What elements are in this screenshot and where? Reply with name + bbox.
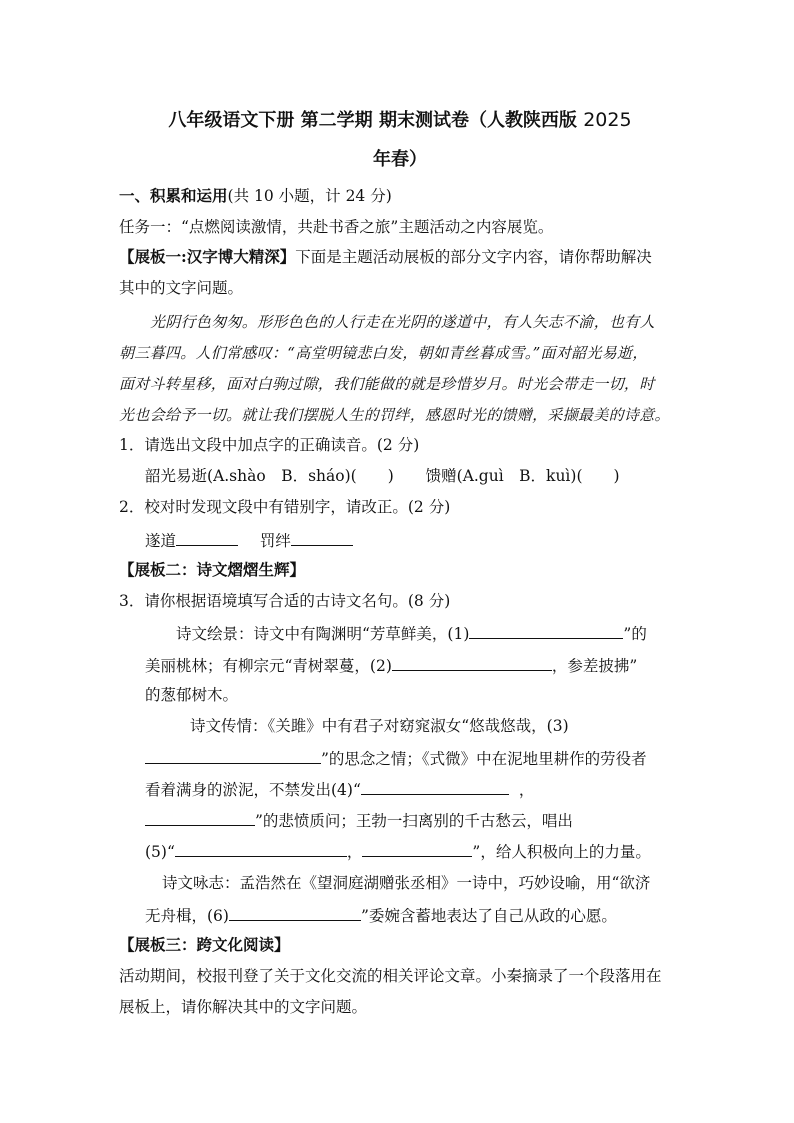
answer-blank[interactable] bbox=[145, 747, 321, 764]
exam-title-line1: 八年级语文下册 第二学期 期末测试卷（人教陕西版 2025 bbox=[168, 109, 632, 131]
closing-line: 活动期间，校报刊登了关于文化交流的相关评论文章。小秦摘录了一个段落用在 bbox=[119, 967, 662, 985]
q3-line: (5)“ ， ”，给人积极向上的力量。 bbox=[145, 840, 651, 862]
passage-line: 光也会给予一切。就让我们摆脱人生的罚绊，感恩时光的馈赠，采撷最美的诗意。 bbox=[119, 406, 670, 424]
passage-line: 面对斗转星移，面对白驹过隙，我们能做的就是珍惜岁月。时光会带走一切，时 bbox=[119, 375, 655, 393]
board-one-line2: 其中的文字问题。 bbox=[119, 279, 244, 297]
board-two-heading: 【展板二：诗文熠熠生辉】 bbox=[119, 560, 306, 579]
q3-line: 诗文咏志：孟浩然在《望洞庭湖赠张丞相》一诗中，巧妙设喻，用“欲济 bbox=[162, 874, 651, 892]
answer-blank[interactable] bbox=[392, 654, 552, 671]
q3-line: ”的悲愤质问；王勃一扫离别的千古愁云，唱出 bbox=[145, 809, 573, 831]
q3-line: 诗文绘景：诗文中有陶渊明“芳草鲜美，(1) ”的 bbox=[176, 622, 647, 644]
question-3-stem: 3．请你根据语境填写合适的古诗文名句。(8 分) bbox=[119, 592, 451, 610]
q3-line: 美丽桃林；有柳宗元“青树翠蔓，(2) ，参差披拂” bbox=[145, 654, 637, 676]
answer-blank[interactable] bbox=[291, 529, 353, 546]
answer-blank[interactable] bbox=[176, 529, 238, 546]
closing-line: 展板上，请你解决其中的文字问题。 bbox=[119, 998, 368, 1016]
question-2-answers: 遂道 罚绊 bbox=[145, 529, 353, 551]
question-1-options: 韶光易逝(A.shào B．sháo)( ) 馈赠(A.guì B．kuì)( ) bbox=[145, 467, 620, 485]
q3-line: 的葱郁树木。 bbox=[145, 686, 239, 704]
exam-title-line2: 年春） bbox=[373, 149, 427, 170]
answer-blank[interactable] bbox=[175, 840, 347, 857]
answer-blank[interactable] bbox=[229, 904, 361, 921]
board-three-heading: 【展板三：跨文化阅读】 bbox=[119, 935, 290, 954]
q3-line: 诗文传情：《关雎》中有君子对窈窕淑女“悠哉悠哉，(3) bbox=[190, 717, 569, 735]
board-one-line1: 【展板一:汉字博大精深】下面是主题活动展板的部分文字内容，请你帮助解决 bbox=[119, 247, 652, 266]
q3-line: 无舟楫，(6) ”委婉含蓄地表达了自己从政的心愿。 bbox=[145, 904, 617, 926]
answer-blank[interactable] bbox=[361, 778, 509, 795]
answer-blank[interactable] bbox=[145, 809, 255, 826]
q3-line: ”的思念之情；《式微》中在泥地里耕作的劳役者 bbox=[145, 747, 647, 769]
question-1-stem: 1．请选出文段中加点字的正确读音。(2 分) bbox=[119, 436, 420, 454]
passage-line: 朝三暮四。人们常感叹：“高堂明镜悲白发，朝如青丝暮成雪。”面对韶光易逝， bbox=[119, 344, 648, 362]
exam-year: 2025 bbox=[583, 109, 632, 131]
question-2-stem: 2．校对时发现文段中有错别字，请改正。(2 分) bbox=[119, 498, 451, 516]
section-heading: 一、积累和运用(共 10 小题，计 24 分) bbox=[119, 186, 392, 205]
answer-blank[interactable] bbox=[362, 840, 472, 857]
q3-line: 看着满身的淤泥，不禁发出(4)“ ， bbox=[145, 778, 534, 800]
task-one: 任务一：“点燃阅读激情，共赴书香之旅”主题活动之内容展览。 bbox=[119, 218, 554, 236]
answer-blank[interactable] bbox=[469, 622, 623, 639]
passage-line: 光阴行色匆匆。形形色色的人行走在光阴的遂道中，有人矢志不渝，也有人 bbox=[150, 313, 655, 331]
